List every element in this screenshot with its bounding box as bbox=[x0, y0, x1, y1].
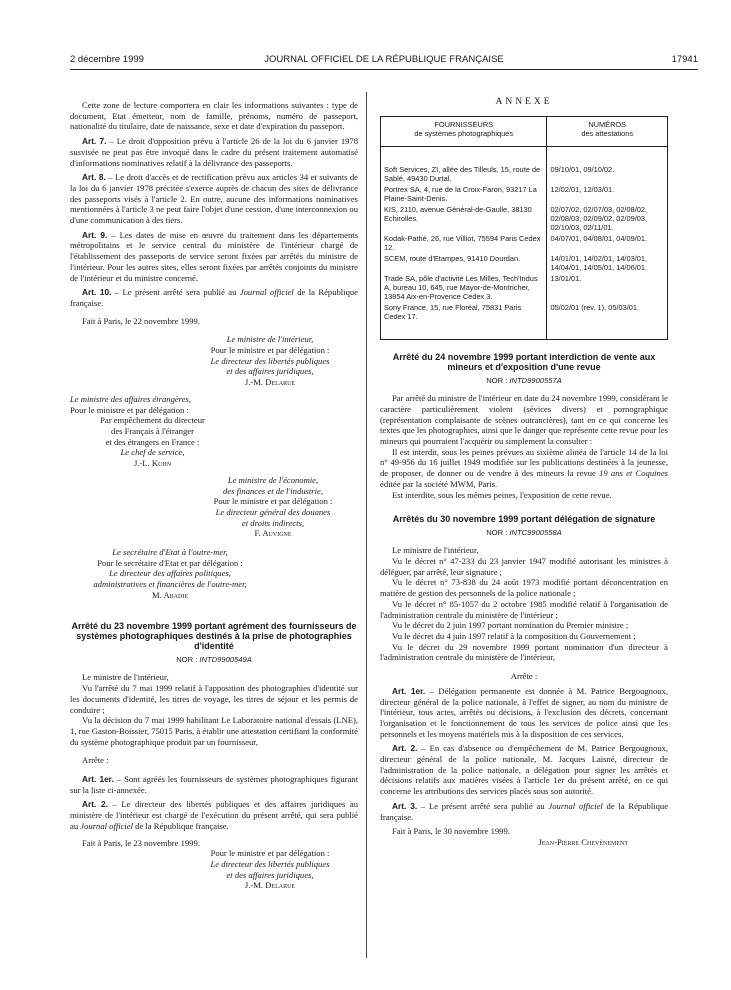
signature-foreign-affairs: Le ministre des affaires étrangères, Pour le ministre et par délégation : Par empêchement du directeur des Français à l'étranger et des étrangers en France : Le chef de service, J.-L. Kuhn bbox=[70, 393, 205, 469]
decree-signature: Pour le ministre et par délégation : Le directeur des libertés publiques et des affaires juridiques, J.-M. Delarue bbox=[210, 848, 330, 891]
decree-done-date: Fait à Paris, le 23 novembre 1999. bbox=[82, 837, 200, 848]
left-column bbox=[70, 100, 358, 891]
decree-title-photographs: Arrêté du 23 novembre 1999 portant agrément des fournisseurs de systèmes photographiques destinés à la prise de photographies d'identité bbox=[71, 620, 357, 652]
article-8: Art. 8. – Le droit d'accès et de rectification prévu aux articles 34 et suivants de la loi du 6 janvier 1978 précitée s'exerce auprès de chacun des sites de délivrance des passeports visés à l'article 2. En outre, aucune des informations nominatives mentionnées à l'article 3 ne peut faire l'objet d'une cession, d'une interconnexion ou d'une communication à des tiers. bbox=[70, 172, 358, 226]
decree-article-1: Art. 1er. – Sont agréés les fournisseurs de systèmes photographiques figurant sur la liste ci-annexée. bbox=[70, 774, 358, 795]
decree-vu-1: Vu l'arrêté du 7 mai 1999 relatif à l'apposition des photographies d'identité sur les documents d'identité, les titres de voyage, les titres de séjour et les permis de conduire ; bbox=[70, 683, 358, 715]
signature-overseas: Le secrétaire d'Etat à l'outre-mer, Pour le secrétaire d'Etat et par délégation : Le directeur des affaires politiques, administratives et financières de l'outre-mer, M. Abadie bbox=[93, 547, 247, 600]
delegation-vu-6: Vu le décret du 29 novembre 1999 portant nomination d'un directeur à l'administration centrale du ministère de l'intérieur, bbox=[380, 641, 668, 663]
article-7: Art. 7. – Le droit d'opposition prévu à l'article 26 de la loi du 6 janvier 1978 susvisée ne peut pas être invoqué dans le cadre du présent traitement automatisé d'informations nominatives relatif à la délivrance des passeports. bbox=[70, 136, 359, 168]
delegation-vu-5: Vu le décret du 4 juin 1997 relatif à la composition du Gouvernement ; bbox=[392, 630, 636, 641]
decree-nor-magazine: NOR : INTD9900557A bbox=[486, 375, 562, 385]
table-row: SCEM, route d'Etampes, 91410 Dourdan. 14/01/01, 14/02/01, 14/03/01, 14/04/01, 14/05/01, 14/06/01. bbox=[381, 254, 668, 274]
header-journal-title: JOURNAL OFFICIEL DE LA RÉPUBLIQUE FRANÇAISE bbox=[264, 54, 504, 65]
table-row: Sony France, 15, rue Floréal, 75831 Paris Cedex 17. 05/02/01 (rev. 1), 05/03/01. bbox=[381, 303, 668, 340]
table-header bbox=[381, 116, 668, 146]
decree-arrete: Arrête : bbox=[82, 755, 109, 766]
decree-nor-photographs: NOR : INTD9900549A bbox=[176, 654, 252, 664]
delegation-article-3: Art. 3. – Le présent arrêté sera publié au Journal officiel de la République française. bbox=[380, 800, 669, 822]
header-rule bbox=[70, 69, 698, 70]
delegation-article-2: Art. 2. – En cas d'absence ou d'empêchement de M. Patrice Bergougnoux, directeur général de la police nationale, M. Jacques Laisné, directeur de l'administration de la police nationale, a délégation pour signer les arrêtés et décisions relatifs aux matières visées à l'article 1er du présent arrêté, en ce qui concerne les attributions des services placés sous son autorité. bbox=[380, 743, 668, 797]
delegation-article-1: Art. 1er. – Délégation permanente est donnée à M. Patrice Bergougnoux, directeur général de la police nationale, à l'effet de signer, au nom du ministre de l'intérieur, tous actes, arrêtés ou décisions, à l'exclusion des décrets, concernant l'organisation et le fonctionnement de tous les services de police ainsi que les personnels et les moyens matériels mis à la disposition de ces services. bbox=[380, 685, 668, 739]
delegation-arrete: Arrête : bbox=[510, 671, 538, 682]
decree-title-magazine: Arrêté du 24 novembre 1999 portant interdiction de vente aux mineurs et d'exposition d'une revue bbox=[392, 351, 656, 373]
delegation-vu-4: Vu le décret du 2 juin 1997 portant nomination du Premier ministre ; bbox=[392, 620, 629, 631]
table-row: Kodak-Pathé, 26, rue Villiot, 75594 Paris Cedex 12. 04/07/01, 04/08/01, 04/09/01. bbox=[381, 234, 668, 254]
magazine-paragraph-3: Est interdite, sous les mêmes peines, l'exposition de cette revue. bbox=[392, 489, 612, 500]
page-header bbox=[70, 54, 698, 68]
table-row: Portrex SA, 4, rue de la Croix-Faron, 93217 La Plaine-Saint-Denis. 12/02/01, 12/03/01. bbox=[381, 185, 668, 205]
delegation-vu-1: Vu le décret n° 47-233 du 23 janvier 1947 modifié autorisant les ministres à déléguer, par arrêté, leur signature ; bbox=[380, 556, 668, 577]
decree-minister: Le ministre de l'intérieur, bbox=[82, 672, 169, 683]
decree-vu-2: Vu la décision du 7 mai 1999 habilitant Le Laboratoire national d'essais (LNE), 1, rue Gaston-Boissier, 75015 Paris, à établir une attestation certifiant la conformité du système photographique produit par un fournisseur, bbox=[70, 715, 358, 747]
table-header-numbers: NUMÉROS des attestations bbox=[547, 116, 668, 146]
signature-economy: Le ministre de l'économie, des finances et de l'industrie, Pour le ministre et par délégation : Le directeur général des douanes et droits indirects, F. Auvigne bbox=[213, 474, 333, 539]
suppliers-table bbox=[380, 116, 668, 340]
table-header-suppliers: FOURNISSEURS de systèmes photographiques bbox=[381, 116, 547, 146]
delegation-done-date: Fait à Paris, le 30 novembre 1999. bbox=[392, 826, 510, 837]
delegation-minister: Le ministre de l'intérieur, bbox=[392, 545, 479, 556]
header-date: 2 décembre 1999 bbox=[70, 54, 144, 65]
column-divider bbox=[366, 92, 367, 958]
delegation-vu-2: Vu le décret n° 73-838 du 24 août 1973 modifié portant déconcentration en matière de gestion des personnels de la police nationale ; bbox=[380, 577, 668, 599]
signature-interior: Le ministre de l'intérieur, Pour le ministre et par délégation : Le directeur des libertés publiques et des affaires juridiques, J.-M. Delarue bbox=[210, 334, 330, 388]
header-page-number: 17941 bbox=[671, 54, 698, 65]
decree-article-2: Art. 2. – Le directeur des libertés publiques et des affaires juridiques au ministère de l'intérieur est chargé de l'exécution du présent arrêté, qui sera publié au Journal officiel de la République française. bbox=[70, 799, 358, 831]
article-10: Art. 10. – Le présent arrêté sera publié au Journal officiel de la République française. bbox=[70, 287, 358, 308]
table-row: Soft Services, ZI, allée des Tilleuls, 15, route de Sablé, 49430 Durtal. 09/10/01, 09/10/02. bbox=[381, 146, 668, 185]
article-9: Art. 9. – Les dates de mise en œuvre du traitement dans les départements métropolitains et le service central du ministère de l'intérieur chargé de l'établissement des passeports de service seront fixées par arrêtés du ministre de l'intérieur. Pour les autres sites, elles seront fixées par arrêtés conjoints du ministre de l'intérieur et du ministre concerné. bbox=[70, 229, 358, 283]
intro-paragraph: Cette zone de lecture comportera en clair les informations suivantes : type de document, Etat émetteur, nom de famille, prénoms, numéro de passeport, nationalité du titulaire, date de naissance, sexe et date d'expiration du passeport. bbox=[70, 100, 358, 132]
decree-nor-delegation: NOR : INTC9900558A bbox=[486, 527, 562, 537]
table-row: Trade SA, pôle d'activité Les Milles, Tech'Indus A, bureau 10, 645, rue Mayor-de-Montricher, 13854 Aix-en-Provence Cedex 3. 13/01/01. bbox=[381, 274, 668, 303]
done-date: Fait à Paris, le 22 novembre 1999. bbox=[82, 315, 200, 326]
table-row: KIS, 2110, avenue Général-de-Gaulle, 38130 Echirolles. 02/07/02, 02/07/03, 02/08/02, 02/08/03, 02/09/02, 02/09/03, 02/10/03, 02/11/01. bbox=[381, 205, 668, 234]
delegation-signature: Jean-Pierre Chevènement bbox=[538, 836, 628, 847]
annexe-heading: ANNEXE bbox=[495, 97, 553, 107]
magazine-paragraph-1: Par arrêté du ministre de l'intérieur en date du 24 novembre 1999, considérant le caractère particulièrement violent (sévices divers) et pornographique (représentation complaisante de scènes outrancières), tant en ce qui concerne les textes que les photographies, ainsi que le danger que représente cette revue pour les mineurs qui pourraient l'acquérir ou simplement la consulter : bbox=[380, 393, 668, 447]
right-column bbox=[380, 97, 668, 848]
decree-title-delegation: Arrêtés du 30 novembre 1999 portant délégation de signature bbox=[392, 514, 656, 525]
magazine-paragraph-2: Il est interdit, sous les peines prévues au sixième alinéa de l'article 14 de la loi n° 49-956 du 16 juillet 1949 modifiée sur les publications destinées à la jeunesse, de proposer, de donner ou de vendre à des mineurs la revue 19 ans et Coquines éditée par la société MWM, Paris. bbox=[380, 446, 668, 489]
delegation-vu-3: Vu le décret n° 85-1057 du 2 octobre 1985 modifié relatif à l'organisation de l'administration centrale du ministère de l'intérieur ; bbox=[380, 598, 668, 620]
